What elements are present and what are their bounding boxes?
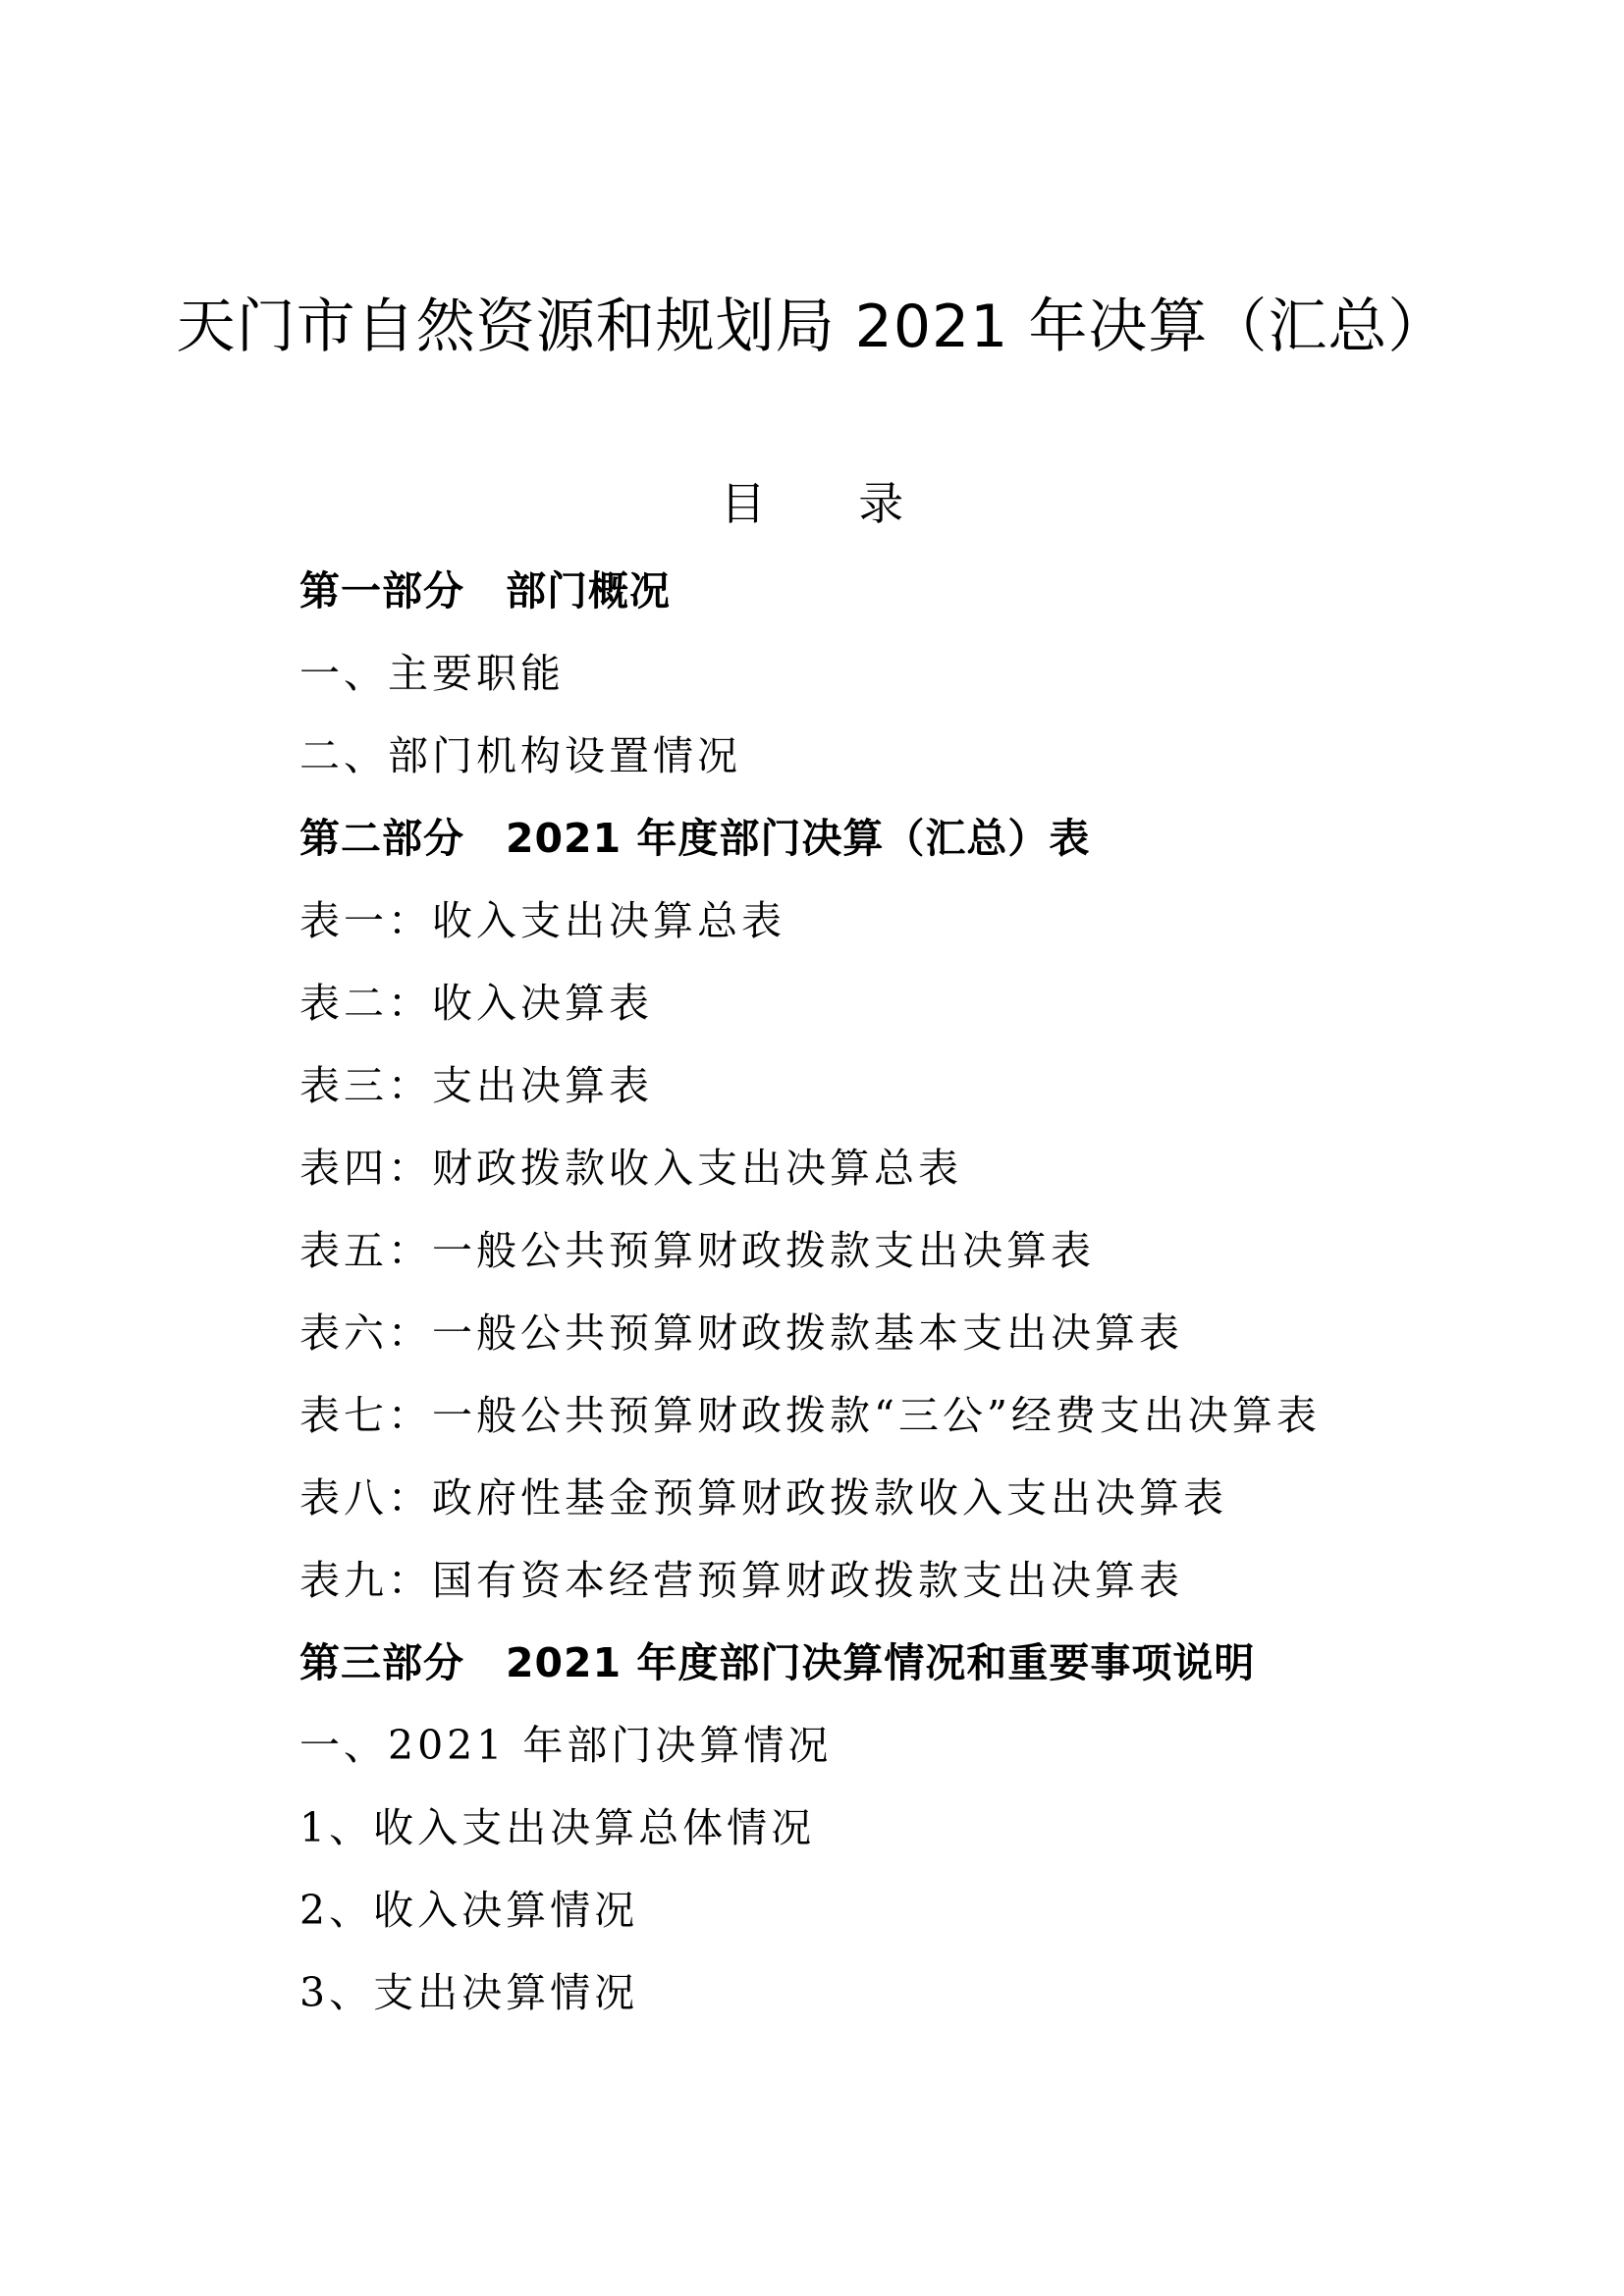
- toc-item: 表七：一般公共预算财政拨款“三公”经费支出决算表: [299, 1392, 1321, 1439]
- toc-item: 一、2021 年部门决算情况: [299, 1722, 833, 1769]
- toc-item: 二、部门机构设置情况: [299, 732, 741, 779]
- toc-item: 1、收入支出决算总体情况: [299, 1804, 816, 1851]
- table-of-contents: [299, 550, 1478, 2034]
- toc-item: 一、主要职能: [299, 650, 565, 697]
- toc-item: 表五：一般公共预算财政拨款支出决算表: [299, 1227, 1095, 1274]
- toc-item: 表四：财政拨款收入支出决算总表: [299, 1145, 962, 1192]
- toc-item: 表二：收入决算表: [299, 980, 653, 1027]
- toc-item: 3、支出决算情况: [299, 1969, 639, 2016]
- toc-part-3: 第三部分 2021 年度部门决算情况和重要事项说明: [299, 1639, 1256, 1686]
- toc-item: 表一：收入支出决算总表: [299, 897, 785, 944]
- toc-item: 2、收入决算情况: [299, 1887, 639, 1934]
- toc-part-1: 第一部分 部门概况: [299, 567, 671, 614]
- document-title: 天门市自然资源和规划局 2021 年决算（汇总）: [176, 293, 1448, 361]
- toc-item: 表八：政府性基金预算财政拨款收入支出决算表: [299, 1474, 1227, 1522]
- toc-item: 表六：一般公共预算财政拨款基本支出决算表: [299, 1309, 1183, 1357]
- toc-item: 表三：支出决算表: [299, 1062, 653, 1109]
- toc-item: 表九：国有资本经营预算财政拨款支出决算表: [299, 1557, 1183, 1604]
- toc-heading: 目 录: [720, 477, 944, 530]
- toc-part-2: 第二部分 2021 年度部门决算（汇总）表: [299, 815, 1091, 862]
